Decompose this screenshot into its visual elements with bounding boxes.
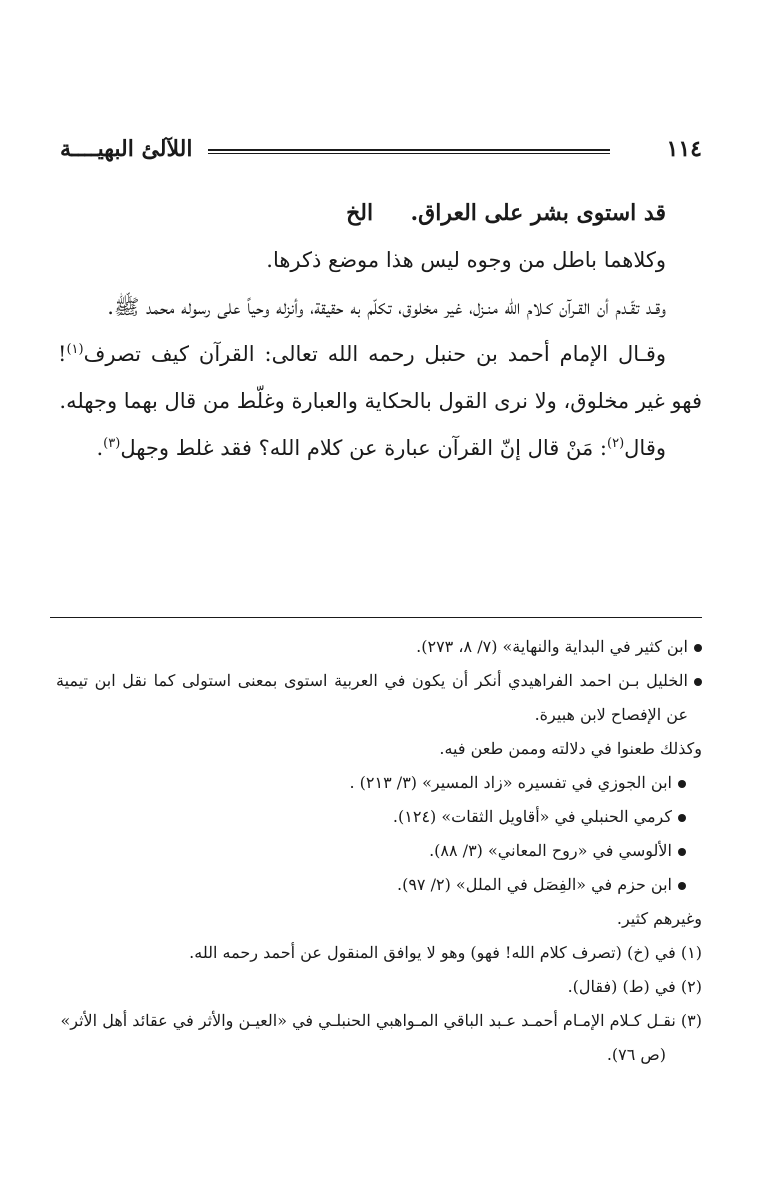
paragraph-text: : مَنْ قال إنّ القرآن عبارة عن كلام الله؟ فقد غلط وجهل: [120, 436, 608, 460]
note-text: ابن الجوزي في تفسيره «زاد المسير» (٣/ ٢١٣) .: [349, 773, 672, 792]
bullet-icon: [678, 848, 686, 856]
bullet-icon: [678, 814, 686, 822]
verse-hemistich-second: الخ: [346, 200, 374, 226]
paragraph: وقـد تقّـدم أن القـرآن كـلام الله منـزل، غير مخلوق، تكلّم به حقيقة، وأنزله وحياً على رسوله محمد ﷺ.: [107, 295, 666, 319]
footnote-separator: [50, 617, 702, 618]
note-item: [56, 766, 686, 800]
paragraph: وكلاهما باطل من وجوه ليس هذا موضع ذكرها.: [266, 248, 666, 272]
note-text: كرمي الحنبلي في «أقاويل الثقات» (١٢٤).: [392, 807, 672, 826]
page-number: ١١٤: [666, 136, 702, 162]
header-rule: [208, 149, 610, 151]
paragraph-text: وقـال الإمام أحمد بن حنبل رحمه الله تعالى: القرآن كيف تصرف: [83, 342, 666, 366]
footnote: (٣) نقـل كـلام الإمـام أحمـد عـبد الباقي المـواهبي الحنبلـي في «العيـن والأثر في عقائد أهل الأثر»: [60, 1011, 702, 1030]
footnote-ref: (١): [66, 342, 84, 357]
note-text: وكذلك طعنوا في دلالته وممن طعن فيه.: [439, 739, 702, 758]
paragraph-text: ! فهو غير مخلوق، ولا نرى القول بالحكاية والعبارة وغلّط من قال بهما وجهله.: [58, 342, 702, 413]
footnote-ref: (٢): [607, 436, 625, 451]
footnote-continuation: (ص ٧٦).: [606, 1045, 666, 1064]
page-header: [60, 134, 702, 170]
paragraph: [58, 331, 702, 425]
notes-area: [56, 630, 702, 1072]
bullet-icon: [694, 644, 702, 652]
note-item: [56, 664, 702, 732]
bullet-icon: [678, 882, 686, 890]
note-item: [56, 834, 686, 868]
main-text: [58, 190, 702, 472]
note-text: ابن كثير في البداية والنهاية» (٧/ ٨، ٢٧٣).: [416, 637, 688, 656]
note-text: وغيرهم كثير.: [616, 909, 702, 928]
running-title: اللآلئ البهيــــة: [60, 136, 193, 162]
verse-hemistich-first: قد استوى بشر على العراق.: [410, 200, 666, 226]
header-rule-thin: [208, 153, 610, 154]
note-text: الخليل بـن احمد الفراهيدي أنكر أن يكون في العربية استوى بمعنى استولى كما نقل ابن تيمية عن الإفصاح لابن هبيرة.: [56, 671, 688, 724]
note-text: الألوسي في «روح المعاني» (٣/ ٨٨).: [429, 841, 672, 860]
paragraph-text: وقال: [624, 436, 666, 460]
note-item: [56, 630, 702, 664]
footnote: (١) في (خ) (تصرف كلام الله! فهو) وهو لا يوافق المنقول عن أحمد رحمه الله.: [189, 943, 702, 962]
note-item: [56, 868, 686, 902]
bullet-icon: [678, 780, 686, 788]
note-item: [56, 800, 686, 834]
footnote: (٢) في (ط) (فقال).: [567, 977, 702, 996]
footnote-ref: (٣): [103, 436, 121, 451]
paragraph-text: .: [96, 436, 104, 460]
note-text: ابن حزم في «الفِصَل في الملل» (٢/ ٩٧).: [397, 875, 672, 894]
verse-line: [58, 190, 702, 237]
bullet-icon: [694, 678, 702, 686]
paragraph: [58, 425, 702, 472]
